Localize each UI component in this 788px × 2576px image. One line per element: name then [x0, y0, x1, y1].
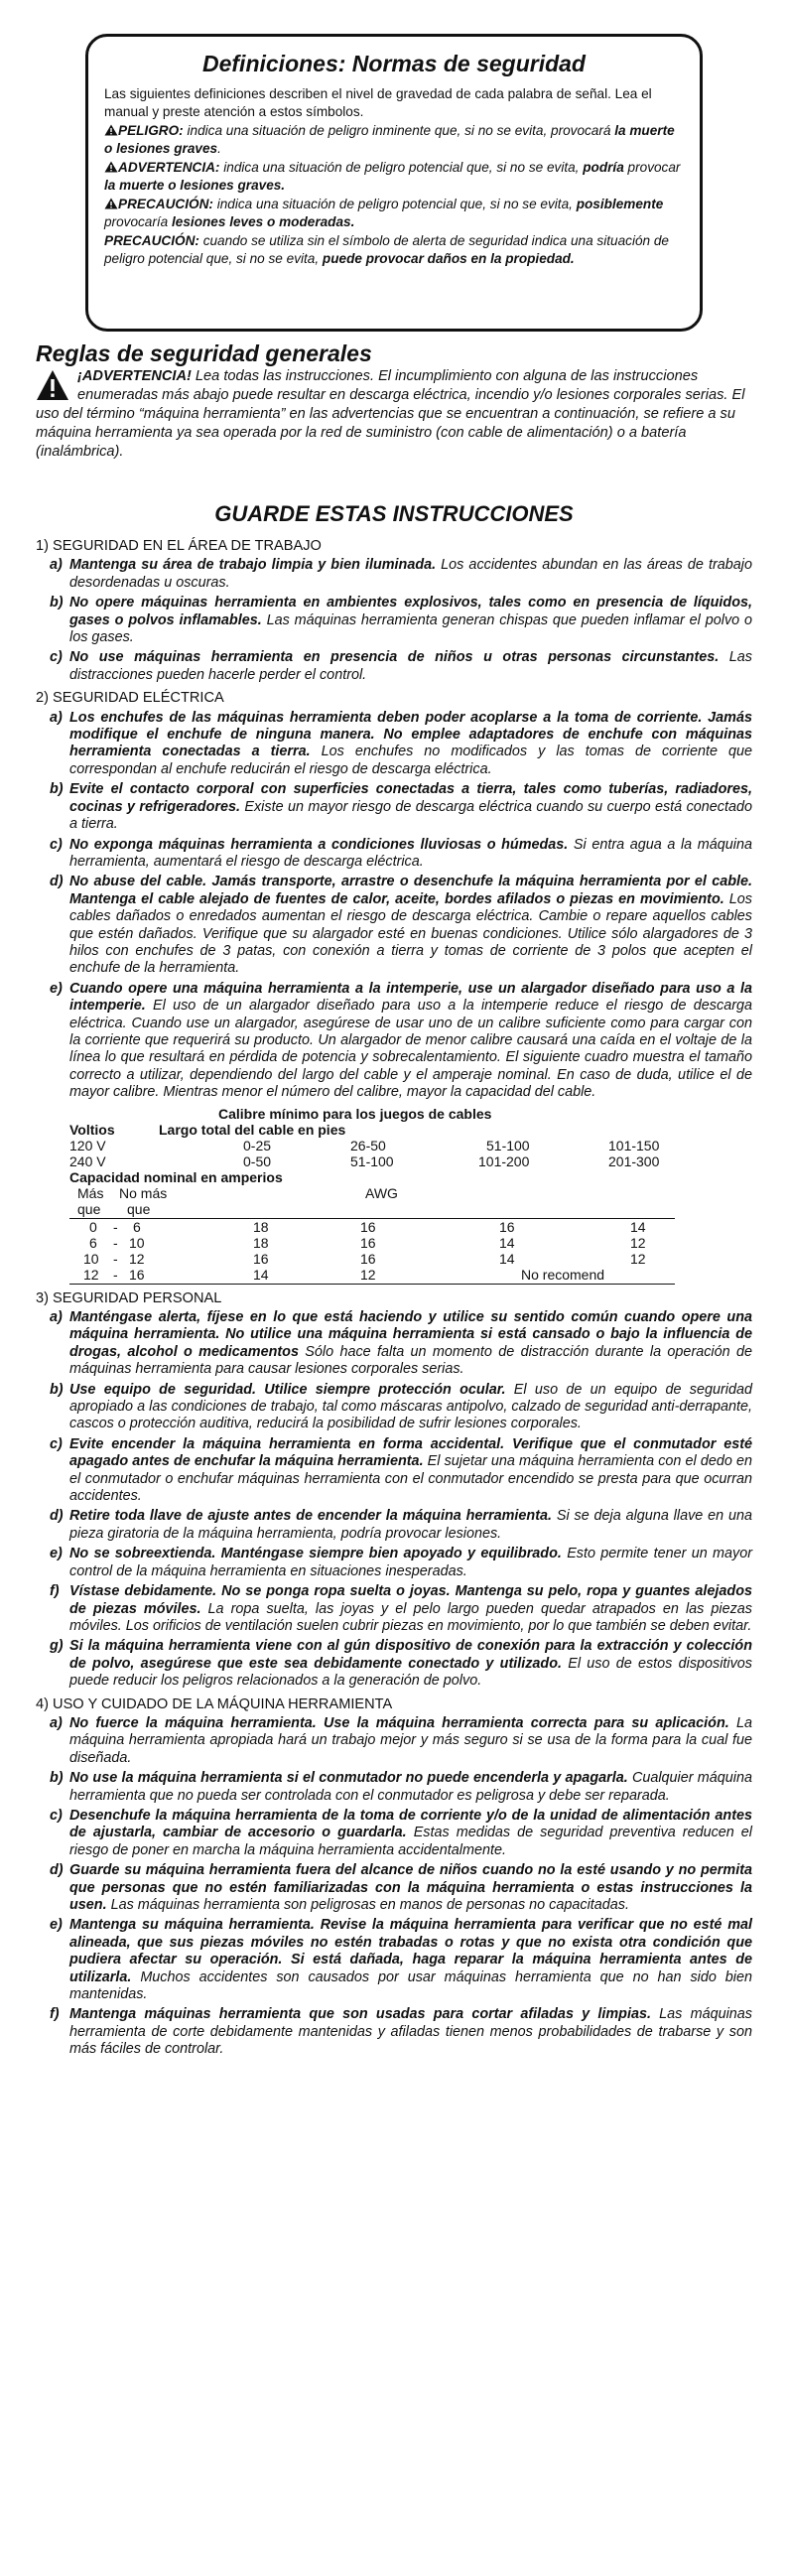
amp-to: 10 [129, 1234, 145, 1251]
item-text: Cualquier máquina herramienta que no pueda ser controlada con el conmutador es peligrosa y debe ser reparada. [69, 1770, 752, 1804]
gauge-cell: 16 [253, 1250, 269, 1267]
item-letter: b) [50, 595, 64, 611]
item-letter: c) [50, 836, 63, 853]
item-lead: No fuerce la máquina herramienta. Use la máquina herramienta correcta para su aplicación. [69, 1714, 729, 1731]
item-letter: c) [50, 649, 63, 666]
warning-triangle-icon [104, 124, 118, 136]
dash: - [113, 1250, 118, 1267]
item-letter: d) [50, 874, 64, 890]
item-lead: Mantenga su área de trabajo limpia y bien iluminada. [69, 557, 437, 574]
list-item [36, 1508, 752, 1543]
item-text: Sólo hace falta un momento de distracción durante la operación de máquinas herramienta para causar lesiones corporales serias. [69, 1343, 752, 1378]
list-item [36, 1808, 752, 1859]
cable-gauge-table [69, 1106, 685, 1285]
item-text: Los accidentes abundan en las áreas de trabajo desordenadas u oscuras. [69, 557, 752, 591]
section-title: 1) SEGURIDAD EN EL ÁREA DE TRABAJO [36, 538, 322, 554]
gauge-cell: 16 [360, 1250, 376, 1267]
item-lead: Mantenga máquinas herramienta que son usadas para cortar afiladas y limpias. [69, 2006, 651, 2023]
item-lead: Guarde su máquina herramienta fuera del alcance de niños cuando no la esté usando y no permita que personas que no estén familiarizadas con la máquina herramienta o estas instrucciones la usen. [69, 1862, 752, 1913]
gauge-cell: 14 [253, 1266, 269, 1283]
gauge-cell: 16 [360, 1234, 376, 1251]
item-lead: No opere máquinas herramienta en ambientes explosivos, tales como en presencia de líquidos, gases o polvos inflamables. [69, 595, 752, 628]
item-text: Las máquinas herramienta son peligrosas en manos de personas no capacitadas. [106, 1897, 629, 1913]
item-lead: Los enchufes de las máquinas herramienta deben poder acoplarse a la toma de corriente. Jamás modifique el enchufe de ninguna manera. No emplee adaptadores de enchufe con máquinas herramienta conectadas a tierra. [69, 709, 752, 760]
gauge-cell: 12 [630, 1250, 646, 1267]
peligro-text: indica una situación de peligro inminente que, si no se evita, provocará [183, 123, 615, 138]
table-row [69, 1251, 685, 1267]
list-item [36, 1917, 752, 2003]
amp-from: 6 [89, 1234, 97, 1251]
list-item [36, 710, 752, 779]
advertencia-bold2: la muerte o lesiones graves. [104, 177, 286, 193]
list-item [36, 981, 752, 1102]
table-row [69, 1219, 685, 1235]
precaucion2-text: cuando se utiliza sin el símbolo de alerta de seguridad indica una situación de peligro potencial que, si no se evita, [104, 233, 669, 266]
que-header: que [77, 1200, 101, 1217]
item-text: Esto permite tener un mayor control de la máquina herramienta en situaciones inesperadas. [69, 1546, 752, 1579]
gauge-cell: 12 [630, 1234, 646, 1251]
voltios-header: Voltios [69, 1121, 115, 1138]
def-precaucion [104, 196, 684, 230]
section-title: 4) USO Y CUIDADO DE LA MÁQUINA HERRAMIENTA [36, 1695, 393, 1712]
list-item [36, 781, 752, 833]
item-text: Si se deja alguna llave en una pieza giratoria de la máquina herramienta, podría provocar lesiones. [69, 1508, 752, 1542]
gauge-cell: 14 [499, 1234, 515, 1251]
length-cell: 0-50 [243, 1152, 272, 1169]
item-text: Si entra agua a la máquina herramienta, aumentará el riesgo de descarga eléctrica. [69, 836, 752, 870]
gauge-cell: 14 [499, 1250, 515, 1267]
dash: - [113, 1234, 118, 1251]
item-letter: c) [50, 1807, 63, 1824]
amp-from: 10 [83, 1250, 99, 1267]
item-lead: Desenchufe la máquina herramienta de la toma de corriente y/o de la unidad de alimentación antes de ajustarla, cambiar de accesorio o guardarla. [69, 1807, 752, 1841]
item-text: Los enchufes no modificados y las tomas de corriente que correspondan al enchufe reducirán el riesgo de descarga eléctrica. [69, 744, 752, 777]
definitions-title: Definiciones: Normas de seguridad [202, 51, 586, 76]
section-electrical [36, 690, 752, 1284]
voltage-120: 120 V [69, 1137, 106, 1153]
item-text: Muchos accidentes son causados por usar máquinas herramienta que no han sido bien mantenidas. [69, 1968, 752, 2003]
item-text: El uso de estos dispositivos puede reducir los peligros relacionados a la generación de polvo. [69, 1655, 752, 1690]
advertencia-text2: provocar [623, 160, 681, 175]
item-text: Los cables dañados o enredados aumentan el riesgo de descarga eléctrica. Cambie o repare aquellos cables que estén dañados. Verifique que su alargador esté en buenas condiciones. Utilice sólo alargadores de 3 hilos con enchufes de 3 patas, con conexión a tierra y tomas de corriente de 3 polos que acepten el enchufe de la herramienta. [69, 890, 752, 977]
gauge-cell: No recomend [521, 1266, 605, 1283]
awg-header: AWG [365, 1184, 398, 1201]
list-item [36, 1583, 752, 1635]
gauge-cell: 18 [253, 1218, 269, 1235]
def-precaucion-nosymbol [104, 232, 684, 267]
item-letter: d) [50, 1508, 64, 1525]
item-lead: Vístase debidamente. No se ponga ropa suelta o joyas. Mantenga su pelo, ropa y guantes alejados de piezas móviles. [69, 1583, 752, 1617]
gauge-cell: 16 [499, 1218, 515, 1235]
general-rules-title: Reglas de seguridad generales [36, 340, 372, 366]
advertencia-label: ADVERTENCIA: [118, 160, 220, 175]
item-text: El sujetar una máquina herramienta con el dedo en el conmutador o enchufar máquinas herramienta con el conmutador encendido se presta para que ocurran accidentes. [69, 1453, 752, 1505]
precaucion-text2: provocaría [104, 213, 173, 229]
length-cell: 0-25 [243, 1137, 272, 1153]
item-lead: No use la máquina herramienta si el conmutador no puede encenderla y apagarla. [69, 1770, 628, 1787]
item-lead: Manténgase alerta, fíjese en lo que está haciendo y utilice su sentido común cuando opere una máquina herramienta. No utilice una máquina herramienta si está cansado o bajo la influencia de drogas, alcohol o medicamentos [69, 1309, 752, 1360]
precaucion-bold: posiblemente [576, 197, 664, 211]
section-work-area [36, 538, 752, 684]
item-lead: Use equipo de seguridad. Utilice siempre protección ocular. [69, 1381, 506, 1398]
list-item [36, 1770, 752, 1805]
item-letter: f) [50, 1583, 60, 1600]
length-cell: 26-50 [350, 1137, 386, 1153]
gauge-cell: 18 [253, 1234, 269, 1251]
def-peligro: PELIGRO: indica una situación de peligro inminente que, si no se evita, provocará la muerte o lesiones graves. [104, 123, 675, 156]
largo-header: Largo total del cable en pies [159, 1121, 346, 1138]
list-item [36, 1309, 752, 1379]
precaucion-label: PRECAUCIÓN: [118, 197, 213, 211]
precaucion-bold2: lesiones leves o moderadas. [172, 213, 355, 229]
item-lead: No se sobreextienda. Manténgase siempre bien apoyado y equilibrado. [69, 1546, 562, 1562]
gauge-cell: 12 [360, 1266, 376, 1283]
item-letter: d) [50, 1862, 64, 1879]
item-lead: Cuando opere una máquina herramienta a la intemperie, use un alargador diseñado para uso a la intemperie. [69, 980, 752, 1015]
item-text: La máquina herramienta apropiada hará un trabajo mejor y más seguro si se usa de la forma para la cual fue diseñada. [69, 1714, 752, 1766]
list-item [36, 557, 752, 592]
item-lead: Retire toda llave de ajuste antes de encender la máquina herramienta. [69, 1508, 552, 1525]
cable-table-title: Calibre mínimo para los juegos de cables [218, 1105, 492, 1122]
item-lead: Evite el contacto corporal con superficies conectadas a tierra, tales como tuberías, radiadores, cocinas y refrigeradores. [69, 781, 752, 815]
general-warning-label: ¡ADVERTENCIA! [77, 368, 192, 384]
item-text: Existe un mayor riesgo de descarga eléctrica cuando su cuerpo está conectado a tierra. [69, 798, 752, 833]
item-text: Las distracciones pueden hacerle perder el control. [69, 649, 752, 683]
mas-header: Más [77, 1184, 104, 1201]
precaucion2-label: PRECAUCIÓN: [104, 233, 199, 248]
list-item [36, 1715, 752, 1767]
item-letter: a) [50, 1309, 63, 1325]
voltage-240: 240 V [69, 1152, 106, 1169]
item-lead: No exponga máquinas herramienta a condiciones lluviosas o húmedas. [69, 836, 569, 853]
amp-to: 6 [133, 1218, 141, 1235]
length-cell: 201-300 [608, 1152, 660, 1169]
length-cell: 51-100 [350, 1152, 394, 1169]
item-letter: f) [50, 2006, 60, 2023]
item-letter: e) [50, 1546, 63, 1562]
precaucion-text: indica una situación de peligro potencial que, si no se evita, [212, 197, 577, 211]
nomas-header: No más [119, 1184, 168, 1201]
list-item [36, 649, 752, 684]
advertencia-bold: podría [583, 160, 624, 175]
gauge-cell: 14 [630, 1218, 646, 1235]
guarde-heading: GUARDE ESTAS INSTRUCCIONES [214, 501, 574, 526]
table-divider [69, 1284, 675, 1285]
item-letter: a) [50, 709, 63, 726]
gauge-cell: 16 [360, 1218, 376, 1235]
amp-from: 0 [89, 1218, 97, 1235]
capacidad-header: Capacidad nominal en amperios [69, 1168, 283, 1185]
item-letter: b) [50, 1381, 64, 1398]
list-item [36, 1638, 752, 1690]
item-letter: c) [50, 1435, 63, 1452]
warning-triangle-icon [104, 198, 118, 209]
item-letter: e) [50, 1917, 63, 1934]
advertencia-text: indica una situación de peligro potencial que, si no se evita, [219, 160, 584, 175]
list-item [36, 1436, 752, 1506]
item-letter: a) [50, 1714, 63, 1731]
list-item [36, 837, 752, 872]
list-item [36, 1862, 752, 1914]
item-text: Las máquinas herramienta de corte debidamente mantenidas y afiladas tienen menos probabilidades de trabarse y son más fáciles de controlar. [69, 2006, 752, 2058]
amp-from: 12 [83, 1266, 99, 1283]
item-letter: e) [50, 980, 63, 997]
item-letter: b) [50, 1770, 64, 1787]
table-row [69, 1235, 685, 1251]
item-letter: b) [50, 781, 64, 798]
general-warning-text: Lea todas las instrucciones. El incumplimiento con alguna de las instrucciones enumeradas más abajo puede resultar en descarga eléctrica, incendio y/o lesiones corporales serias. El uso del término “máquina herramienta” en las advertencias que se encuentran a continuación, se refiere a su máquina herramienta ya sea operada por la red de suministro (con cable de alimentación) o a batería (inalámbrica). [36, 368, 745, 460]
length-cell: 101-150 [608, 1137, 660, 1153]
peligro-label: PELIGRO: [118, 123, 184, 138]
item-text: La ropa suelta, las joyas y el pelo largo pueden quedar atrapados en las piezas móviles. Los orificios de ventilación suelen cubrir piezas en movimiento, por lo que también se deben evitar. [69, 1600, 752, 1634]
item-lead: No abuse del cable. Jamás transporte, arrastre o desenchufe la máquina herramienta por el cable. Mantenga el cable alejado de fuentes de calor, aceite, bordes afilados o piezas en movimiento. [69, 874, 752, 907]
warning-triangle-icon [36, 369, 69, 401]
peligro-bold: la muerte o lesiones graves [104, 123, 675, 156]
item-lead: No use máquinas herramienta en presencia de niños u otras personas circunstantes. [69, 649, 720, 666]
item-text: Las máquinas herramienta generan chispas que pueden inflamar el polvo o los gases. [69, 611, 753, 646]
list-item [36, 595, 752, 646]
dash: - [113, 1266, 118, 1283]
list-item [36, 1382, 752, 1433]
safety-sections [36, 532, 752, 2062]
length-cell: 101-200 [478, 1152, 530, 1169]
section-tool-use [36, 1696, 752, 2059]
dash: - [113, 1218, 118, 1235]
item-lead: Si la máquina herramienta viene con al gún dispositivo de conexión para la extracción y colección de polvo, asegúrese que este sea debidamente conectado y utilizado. [69, 1638, 752, 1672]
que-header: que [127, 1200, 151, 1217]
definitions-intro: Las siguientes definiciones describen el nivel de gravedad de cada palabra de señal. Lea el manual y preste atención a estos símbolos. [104, 86, 652, 119]
item-text: El uso de un equipo de seguridad apropiado a las condiciones de trabajo, tal como máscaras antipolvo, calzado de seguridad anti-derrapante, cascos o protección auditiva, reducirá la posibilidad de sufrir lesiones corporales. [69, 1381, 752, 1432]
table-row [69, 1267, 685, 1283]
def-advertencia [104, 159, 684, 194]
section-title: 3) SEGURIDAD PERSONAL [36, 1289, 222, 1306]
list-item [36, 1546, 752, 1580]
amp-to: 12 [129, 1250, 145, 1267]
item-lead: Mantenga su máquina herramienta. Revise la máquina herramienta para verificar que no esté mal alineada, que sus piezas móviles no estén trabadas o rotas y que no exista otra condición que pudiera afectar su operación. Si está dañada, haga reparar la máquina herramienta antes de utilizarla. [69, 1917, 752, 1985]
item-letter: a) [50, 557, 63, 574]
general-warning [36, 367, 752, 462]
length-cell: 51-100 [486, 1137, 530, 1153]
item-text: Estas medidas de seguridad preventiva reducen el riesgo de poner en marcha la máquina herramienta accidentalmente. [69, 1825, 753, 1858]
warning-triangle-icon [104, 161, 118, 173]
item-letter: g) [50, 1638, 64, 1655]
item-text: El uso de un alargador diseñado para uso a la intemperie reduce el riesgo de descarga eléctrica. Cuando use un alargador, asegúrese de usar uno de un calibre suficiente como para cargar con la corriente que requerirá su producto. Un alargador de menor calibre causará una caída en el voltaje de la línea lo que resultará en pérdida de potencia y sobrecalentamiento. El siguiente cuadro muestra el tamaño correcto a utilizar, dependiendo del largo del cable y el amperaje nominal. En caso de duda, utilice el de mayor calibre. Mientras menor el número del calibre, mayor la capacidad del cable. [69, 998, 752, 1101]
section-title: 2) SEGURIDAD ELÉCTRICA [36, 690, 224, 707]
list-item [36, 874, 752, 977]
section-personal [36, 1290, 752, 1691]
list-item [36, 2006, 752, 2058]
amp-to: 16 [129, 1266, 145, 1283]
precaucion2-bold: puede provocar daños en la propiedad. [322, 250, 575, 266]
definitions-box [85, 34, 703, 332]
item-lead: Evite encender la máquina herramienta en forma accidental. Verifique que el conmutador esté apagado antes de enchufar la máquina herramienta. [69, 1435, 752, 1470]
